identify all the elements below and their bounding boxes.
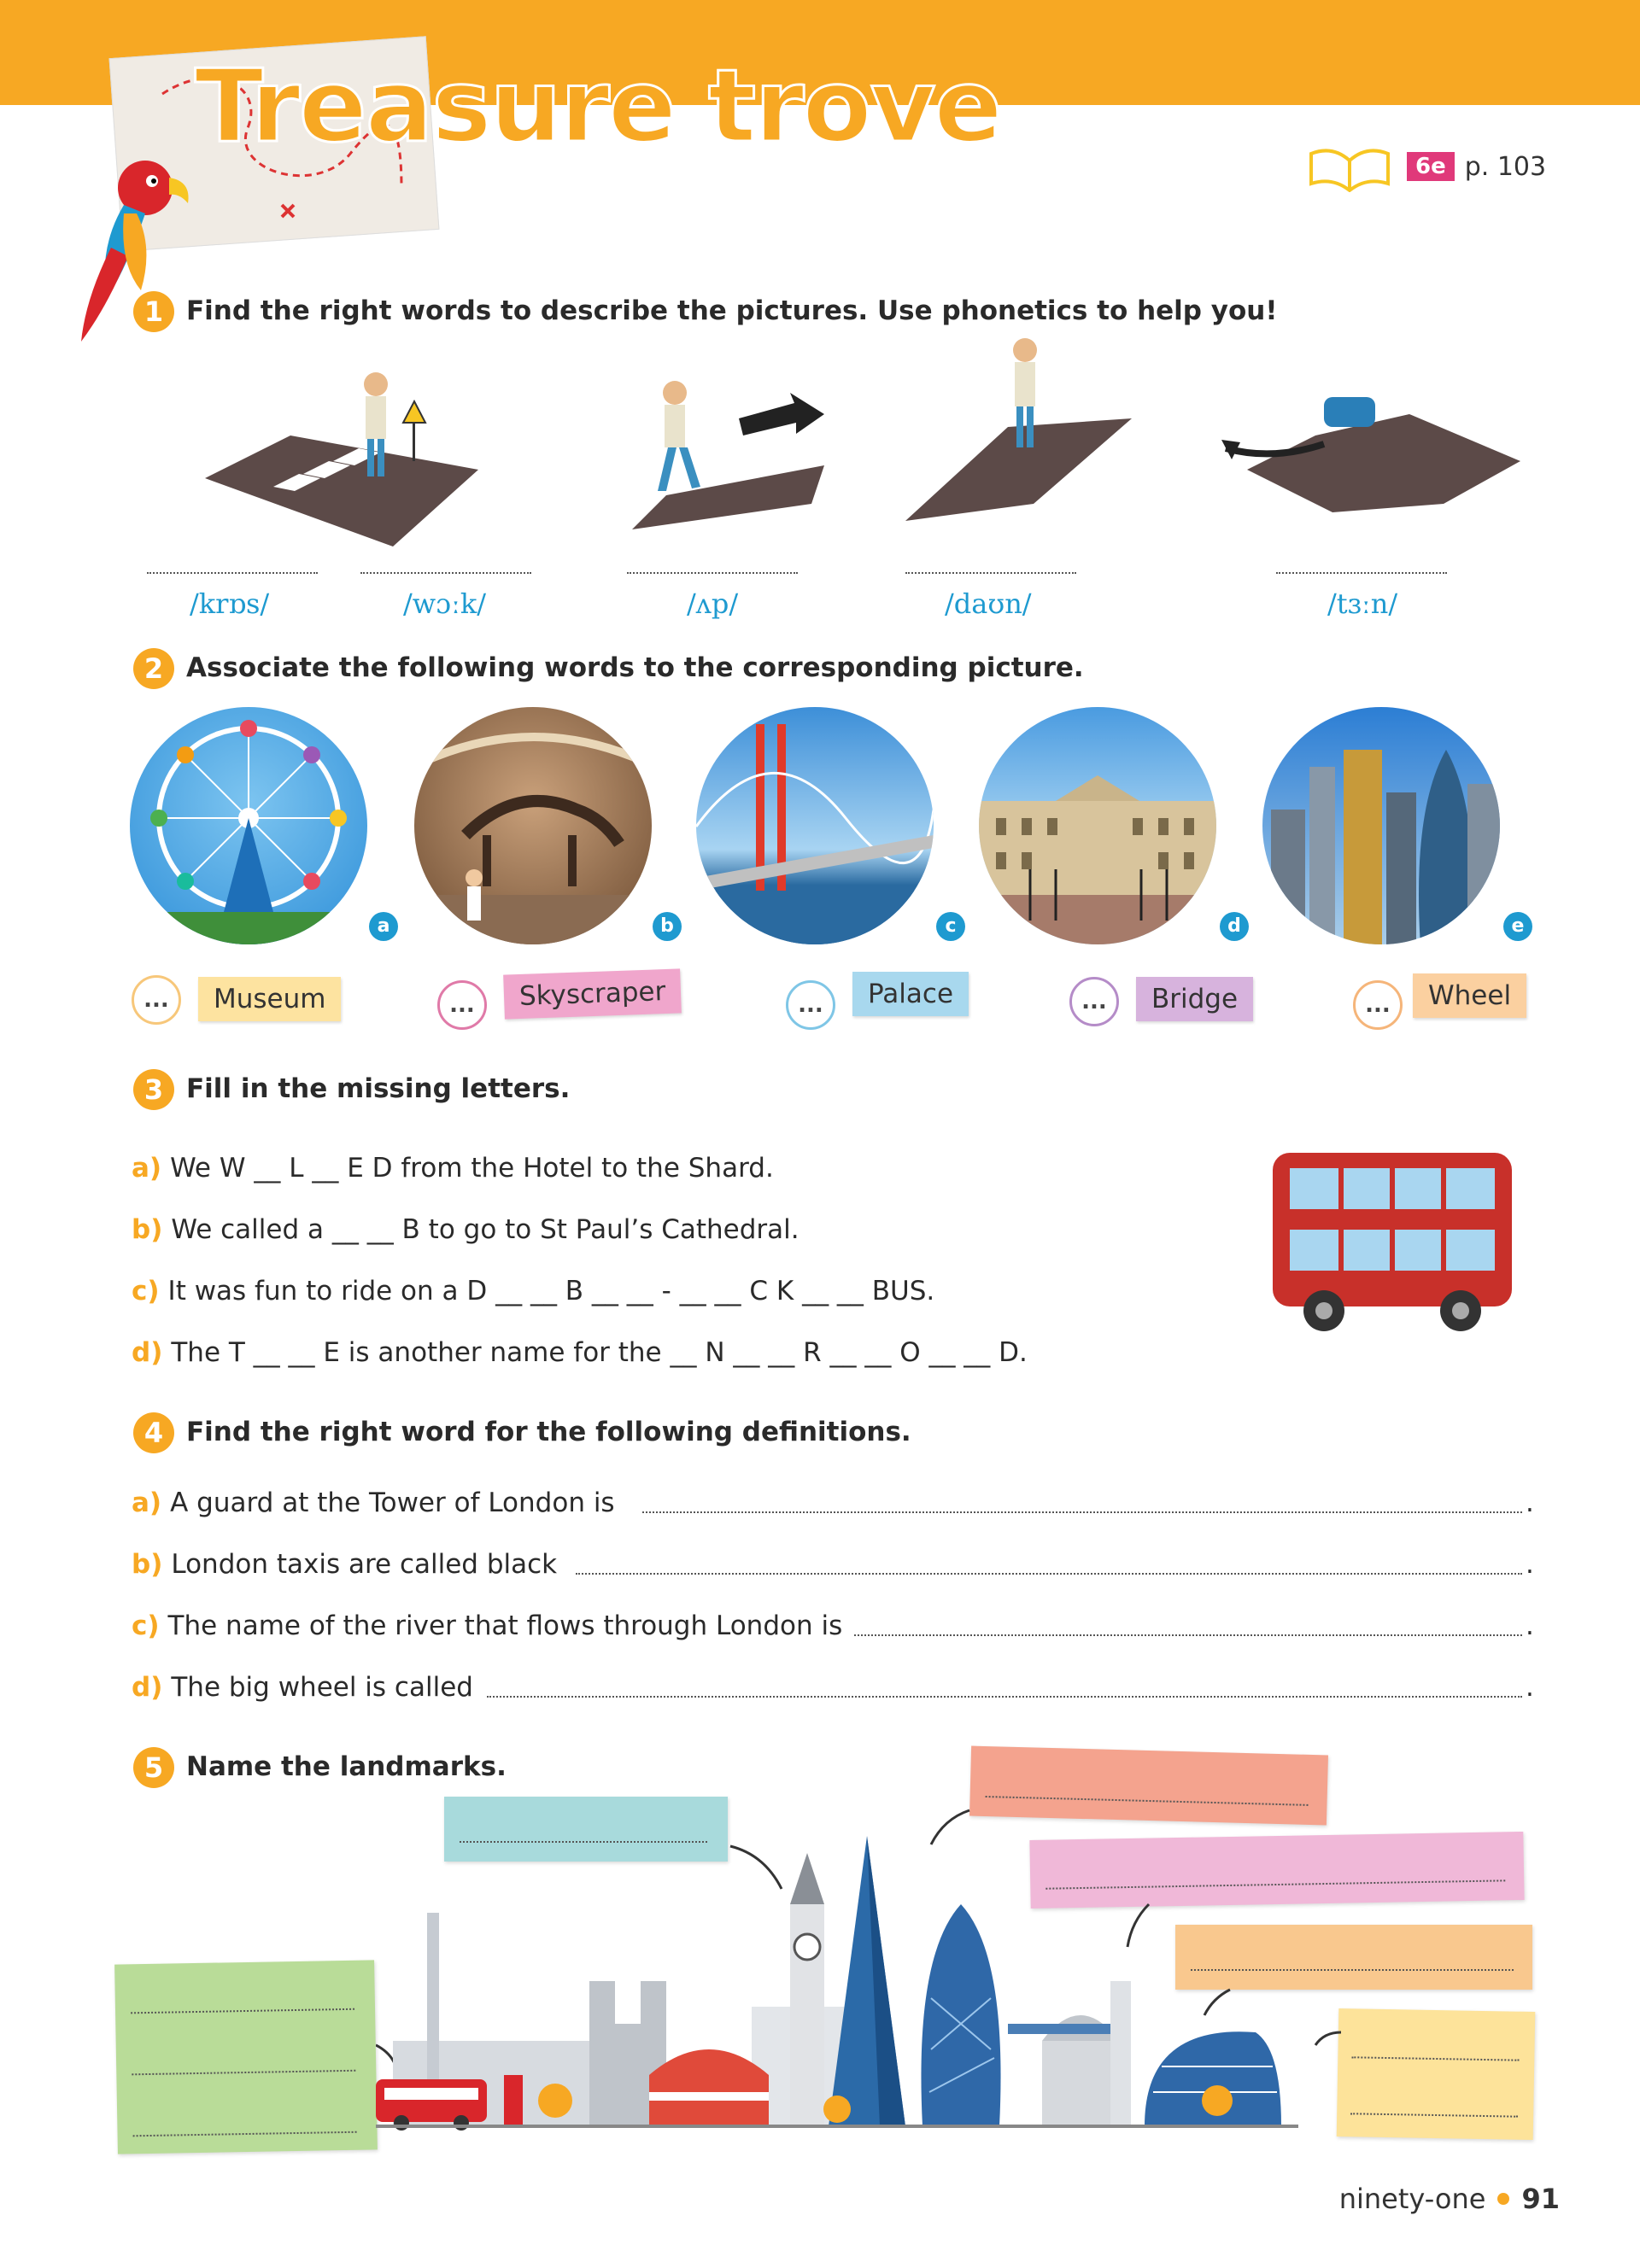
cross-picture — [205, 372, 478, 547]
ex4-item-d — [132, 1672, 473, 1703]
item-text: We called a __ __ B to go to St Paul’s Cathedral. — [171, 1214, 800, 1245]
picture-wheel — [130, 707, 367, 944]
item-label: d) — [132, 1337, 163, 1368]
ex4-item-a — [132, 1488, 615, 1518]
ex3-item-b — [132, 1214, 800, 1245]
footer-dot-icon — [1497, 2193, 1509, 2205]
word-tag-bridge: Bridge — [1136, 977, 1253, 1021]
exercise-1-number: 1 — [133, 291, 174, 332]
phonetic-cross: /krɒs/ — [190, 587, 270, 620]
picture-museum — [414, 707, 652, 944]
letter-c: c — [936, 912, 965, 941]
exercise-4-number: 4 — [133, 1412, 174, 1453]
london-skyline-illustration — [376, 1785, 1341, 2143]
landmark-note-5[interactable] — [114, 1960, 378, 2154]
item-label: c) — [132, 1610, 160, 1641]
item-text: A guard at the Tower of London is — [170, 1488, 615, 1518]
letter-e: e — [1503, 912, 1532, 941]
letter-b: b — [653, 912, 682, 941]
exercise-2-instruction: Associate the following words to the corresponding picture. — [186, 652, 1084, 683]
turn-picture — [1221, 397, 1520, 512]
ex3-item-d — [132, 1337, 1028, 1368]
word-tag-palace: Palace — [852, 972, 969, 1016]
letter-a: a — [369, 912, 398, 941]
exercise-5-instruction: Name the landmarks. — [186, 1751, 507, 1782]
answer-line-3[interactable] — [627, 572, 798, 574]
answer-circle-palace[interactable]: ... — [786, 980, 835, 1030]
item-text: We W __ L __ E D from the Hotel to the Shard. — [170, 1153, 774, 1184]
page-reference: p. 103 — [1464, 151, 1547, 182]
end-period: . — [1526, 1610, 1534, 1641]
answer-line-1[interactable] — [147, 572, 318, 574]
item-label: a) — [132, 1153, 162, 1184]
exercise-4-instruction: Find the right word for the following definitions. — [186, 1417, 911, 1447]
answer-line-4[interactable] — [905, 572, 1076, 574]
answer-line-5[interactable] — [1276, 572, 1447, 574]
phonetic-turn: /tɜːn/ — [1327, 587, 1398, 620]
answer-circle-skyscraper[interactable]: ... — [437, 980, 487, 1030]
answer-line-2[interactable] — [360, 572, 531, 574]
landmark-note-6[interactable] — [1337, 2008, 1536, 2140]
page-footer — [1339, 2183, 1560, 2215]
exercise-1-instruction: Find the right words to describe the pictures. Use phonetics to help you! — [186, 295, 1278, 326]
phonetic-down: /daʊn/ — [945, 587, 1032, 620]
item-text: The big wheel is called — [171, 1672, 473, 1703]
exercise-5-number: 5 — [133, 1747, 174, 1788]
ex3-item-a — [132, 1153, 774, 1184]
exercise-2-number: 2 — [133, 648, 174, 689]
double-decker-bus-icon — [1264, 1144, 1520, 1341]
page-number-words: ninety-one — [1338, 2183, 1486, 2215]
phonetic-walk: /wɔːk/ — [403, 587, 487, 620]
item-text: It was fun to ride on a D __ __ B __ __ - __ __ C K __ __ BUS. — [167, 1276, 935, 1306]
item-label: a) — [132, 1488, 162, 1518]
picture-skyscraper — [1262, 707, 1500, 944]
word-tag-wheel: Wheel — [1413, 973, 1526, 1018]
answer-circle-bridge[interactable]: ... — [1069, 977, 1119, 1026]
walk-picture — [632, 381, 824, 529]
ex4-answer-d[interactable] — [487, 1696, 1522, 1698]
answer-circle-wheel[interactable]: ... — [1353, 980, 1403, 1030]
page-title: Treasure trove — [195, 47, 1001, 165]
item-label: d) — [132, 1672, 163, 1703]
item-label: c) — [132, 1276, 160, 1306]
ex4-item-b — [132, 1549, 557, 1580]
ex4-answer-c[interactable] — [854, 1634, 1522, 1636]
word-tag-museum: Museum — [198, 977, 341, 1021]
end-period: . — [1526, 1549, 1534, 1580]
book-reference — [1303, 141, 1546, 192]
end-period: . — [1526, 1672, 1534, 1703]
ex4-answer-b[interactable] — [576, 1573, 1522, 1575]
exercise-3-number: 3 — [133, 1069, 174, 1110]
end-period: . — [1526, 1488, 1534, 1518]
exercise-1-pictures — [188, 333, 1538, 572]
ex3-item-c — [132, 1276, 934, 1306]
letter-d: d — [1220, 912, 1249, 941]
item-text: London taxis are called black — [171, 1549, 558, 1580]
page-number: 91 — [1521, 2183, 1560, 2215]
ex4-item-c — [132, 1610, 842, 1641]
item-label: b) — [132, 1214, 163, 1245]
picture-bridge — [696, 707, 934, 944]
picture-palace — [979, 707, 1216, 944]
item-text: The name of the river that flows through London is — [167, 1610, 843, 1641]
exercise-3-instruction: Fill in the missing letters. — [186, 1073, 571, 1104]
ex4-answer-a[interactable] — [642, 1511, 1522, 1513]
word-tag-skyscraper: Skyscraper — [503, 968, 682, 1019]
phonetic-up: /ʌp/ — [687, 587, 739, 620]
answer-circle-museum[interactable]: ... — [132, 975, 181, 1025]
open-book-icon — [1303, 141, 1397, 192]
item-label: b) — [132, 1549, 163, 1580]
item-text: The T __ __ E is another name for the __ N __ __ R __ __ O __ __ D. — [171, 1337, 1028, 1368]
level-badge: 6e — [1407, 152, 1455, 181]
up-picture — [905, 338, 1132, 521]
